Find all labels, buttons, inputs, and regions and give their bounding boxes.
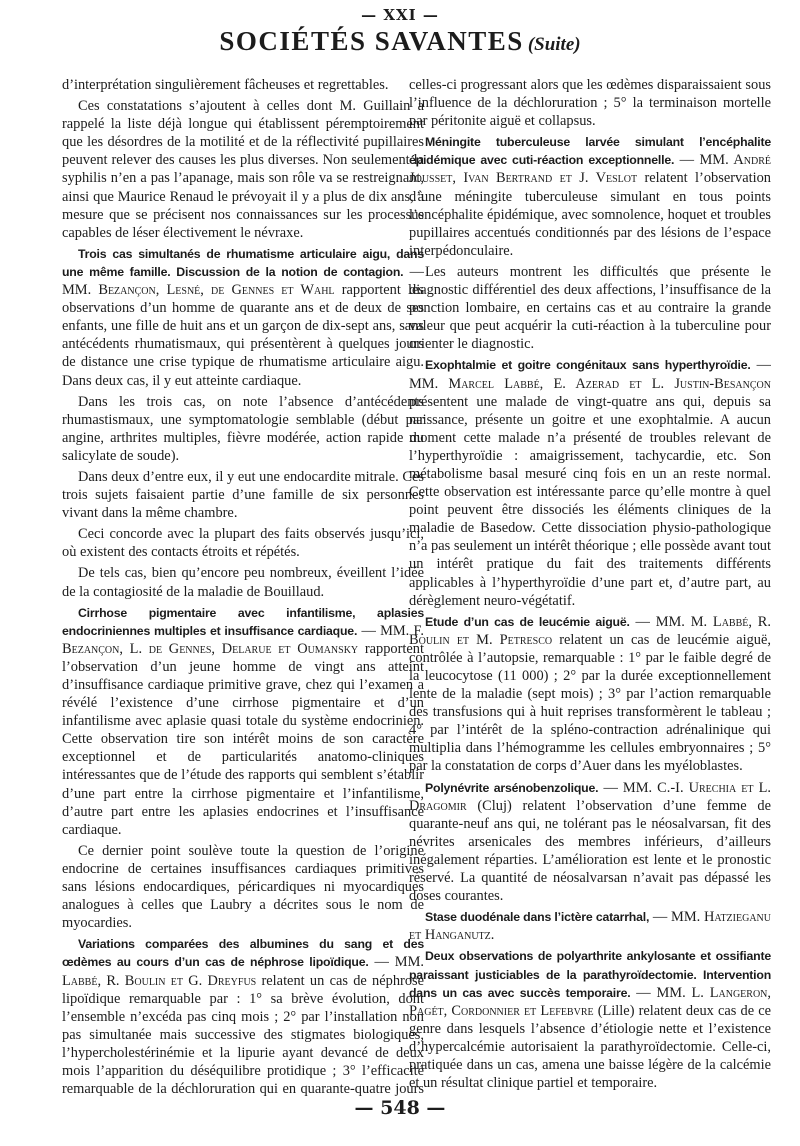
running-folio: — XXI — <box>361 6 439 24</box>
paragraph: Dans deux d’entre eux, il y eut une endocardite mitrale. Ces trois sujets faisaient partie d’une famille de six personnes vivant dans la même chambre. <box>62 468 424 522</box>
article-entry <box>409 947 771 1092</box>
paragraph: Les auteurs montrent les difficultés que présente le diagnostic différentiel des deux affections, l’insuffisance de la ponction lombaire, en certains cas et au contraire la grande valeur que peut acquérir la cuti-réaction à la tuberculine pour orienter le diagnostic. <box>409 263 771 353</box>
article-text: présentent une malade de vingt-quatre ans qui, depuis sa naissance, présente un goitre et une exophtalmie. A aucun moment cette malade n’a présenté de troubles relevant de l’hyperthyroïdie : amaigrissement, tachycardie, etc. Son métabolisme basal mesuré cinq fois en un an reste normal. Cette observation est intéressante parce qu’elle montre à quel point peuvent être dissociés les éléments cliniques de la maladie de Basedow. Cette dissociation physio-pathologique n’a pas seulement un intérêt théorique ; elle possède avant tout un intérêt pratique du fait des traitements différents applicables à l’hyperthyroïdie d’une part et, d’autre part, au dérèglement neuro-végétatif. <box>409 393 771 609</box>
article-entry <box>62 935 424 1098</box>
article-text: (Lille) relatent deux cas de ce genre dans lesquels l’absence d’étiologie nette et l’existence d’hypercalcémie autorisaient la parathyroïdectomie. Celle-ci, pratiquée dans un cas, amena une baisse légère de la calcémie et un résultat clinique partiel et temporaire. <box>409 1002 771 1092</box>
article-text: relatent l’observation d’une méningite tuberculeuse simulant en tous points l’encéphalite épidémique, avec somnolence, hoquet et troubles pupillaires accentués conditionnés par des lésions de l’espace interpédonculaire. <box>409 170 771 259</box>
article-authors: — MM. L. Langeron, Pagét, Cordonnier et Lefebvre <box>409 984 771 1019</box>
article-heading: Polynévrite arsénobenzolique. <box>425 780 599 795</box>
article-heading: Stase duodénale dans l’ictère catarrhal, <box>425 910 650 925</box>
article-heading: Exophtalmie et goitre congénitaux sans hyperthyroïdie. <box>425 358 751 373</box>
article-entry <box>409 779 771 906</box>
page-number: — 548 — <box>354 1097 446 1119</box>
article-authors: — MM. Marcel Labbé, E. Azerad et L. Justin-Besançon <box>409 357 771 392</box>
article-authors: — MM. André Jousset, Ivan Bertrand et J. Veslot <box>409 152 771 187</box>
article-text: relatent un cas de leucémie aiguë, contrôlée à l’autopsie, remarquable : 1° par le faible degré de la leucocytose (11 000) ; 2° par la durée exceptionnellement lente de la maladie (sept mois) ; 3° par l’action remarquable des transfusions qui à huit reprises transformèrent le tableau ; 4° par l’intérêt de la spléno-contraction adrénalinique qui multiplia dans l’hémogramme les cellules embryonnaires ; 5° par la constatation de corps d’Auer dans les myéloblastes. <box>409 631 771 775</box>
article-text: rapportent les observations d’un homme de quarante ans et de deux de ses enfants, une fille de huit ans et un garçon de dix-sept ans, sans antécédents rhumatismaux, qui présentèrent à quelques jours de distance une crise typique de rhumatisme articulaire aigu. Dans deux cas, il y eut atteinte cardiaque. <box>62 282 424 389</box>
article-text: relatent l’observation d’une femme de quarante-neuf ans qui, ne tolérant pas le néosalvarsan, fit des névrites arsenicales des membres inférieurs, d’ailleurs inégalement réparties. L’amélioration est lente et le pronostic réservé. La quantité de néosalvarsan n’avait pas dépassé les doses courantes. <box>409 797 771 905</box>
article-heading: Deux observations de polyarthrite ankylosante et ossifiante paraissant justiciables de la parathyroïdectomie. Intervention dans un cas avec succès temporaire. <box>409 949 771 1000</box>
article-entry <box>62 245 424 390</box>
article-entry <box>409 133 771 260</box>
article-entry <box>409 356 771 609</box>
article-text: relatent un cas de néphrose lipoïdique remarquable par : 1° sa brève évolution, dont l’ensemble n’excéda pas cinq mois ; 2° par l’installation non pas simultanée mais successive des stigmates biologiques, l’hypercholestérinémie et la lipurie ayant devancé de deux mois l’apparition du déséquilibre protidique ; 3° l’efficacité remarquable de la déchloruration qui en quarante-quatre jours <box>62 972 424 1098</box>
article-entry <box>62 604 424 839</box>
article-heading: Cirrhose pigmentaire avec infantilisme, aplasies endocriniennes multiples et insuffisance cardiaque. <box>62 605 424 638</box>
page-title: SOCIÉTÉS SAVANTES <box>219 26 524 56</box>
article-heading: Variations comparées des albumines du sang et des œdèmes au cours d’un cas de néphrose lipoïdique. <box>62 937 424 970</box>
paragraph: d’interprétation singulièrement fâcheuses et regrettables. <box>62 77 389 93</box>
paragraph: Ceci concorde avec la plupart des faits observés jusqu’ici, où existent des contacts étroits et répétés. <box>62 526 424 561</box>
article-authors: — MM. C.-I. Urechia et L. Dragomir <box>409 779 771 814</box>
article-entry <box>409 613 771 776</box>
article-heading: Etude d’un cas de leucémie aiguë. <box>425 614 630 629</box>
left-column <box>62 76 424 1098</box>
right-column <box>409 76 771 1098</box>
article-heading: Méningite tuberculeuse larvée simulant l’encéphalite épidémique avec cuti-réaction exceptionnelle. <box>409 135 771 168</box>
paragraph: De tels cas, bien qu’encore peu nombreux, éveillent l’idée de la contagiosité de la maladie de Bouillaud. <box>62 565 424 600</box>
article-authors: — MM. Bezançon, Lesné, de Gennes et Wahl <box>62 263 424 299</box>
paragraph: Dans les trois cas, on note l’absence d’antécédents rhumastismaux, une symptomatologie semblable (début par angine, arthrites multiples, fièvre modérée, action rapide du salicylate de soude). <box>62 393 424 464</box>
article-authors: — MM. M. Labbé, R. Boulin et M. Petresco <box>409 613 771 648</box>
page-header <box>0 26 800 57</box>
page-title-suite: (Suite) <box>527 34 581 55</box>
article-entry <box>409 908 771 944</box>
article-authors: — MM. Labbé, R. Boulin et G. Dreyfus <box>62 954 424 989</box>
article-place: (Cluj) <box>466 797 523 814</box>
paragraph: Ces constatations s’ajoutent à celles dont M. Guillain a rappelé la liste déjà longue qui établissent péremptoirement que les désordres de la motilité et de la réflectivité pupillaires peuvent relever des causes les plus diverses. Non seulement la syphilis n’en a pas l’apanage, mais son rôle va se restreignant, ainsi que Maurice Renaud le prévoyait il y a plus de dix ans, à mesure que se précisent nos connaissances sur les processus capables de léser électivement le névraxe. <box>62 98 424 241</box>
article-heading: Trois cas simultanés de rhumatisme articulaire aigu, dans une même famille. Discussion de la notion de contagion. <box>62 246 424 279</box>
paragraph: Ce dernier point soulève toute la question de l’origine endocrine de certaines insuffisances cardiaques primitives sans lésions endocardiques, péricardiques ni myocardiques analogues à celles que Laubry a décrites sous le nom de myocardies. <box>62 842 424 932</box>
article-text: rapportent l’observation d’un jeune homme de vingt ans atteint d’insuffisance cardiaque primitive grave, chez qui l’examen a révélé l’existence d’une cirrhose pigmentaire et d’un infantilisme avec aplasie quasi totale du système endocrinien. Cette observation tire son intérêt moins de son caractère exceptionnel et de particularités anatomo-cliniques intéressantes que de l’étude des rapports qui semblent s’établir d’une part entre la cirrhose pigmentaire et l’infantilisme, d’autre part entre les aplasies endocrines et l’insuffisance cardiaque. <box>62 640 424 838</box>
paragraph: celles-ci progressant alors que les œdèmes disparaissaient sous l’influence de la déchloruration ; 5° la terminaison mortelle par péritonite aiguë et collapsus. <box>409 77 771 130</box>
article-authors: — MM. F. Bezançon, L. de Gennes, Delarue et Oumansky <box>62 622 424 657</box>
article-authors: — MM. Hatzieganu et Hanganutz. <box>409 909 771 944</box>
